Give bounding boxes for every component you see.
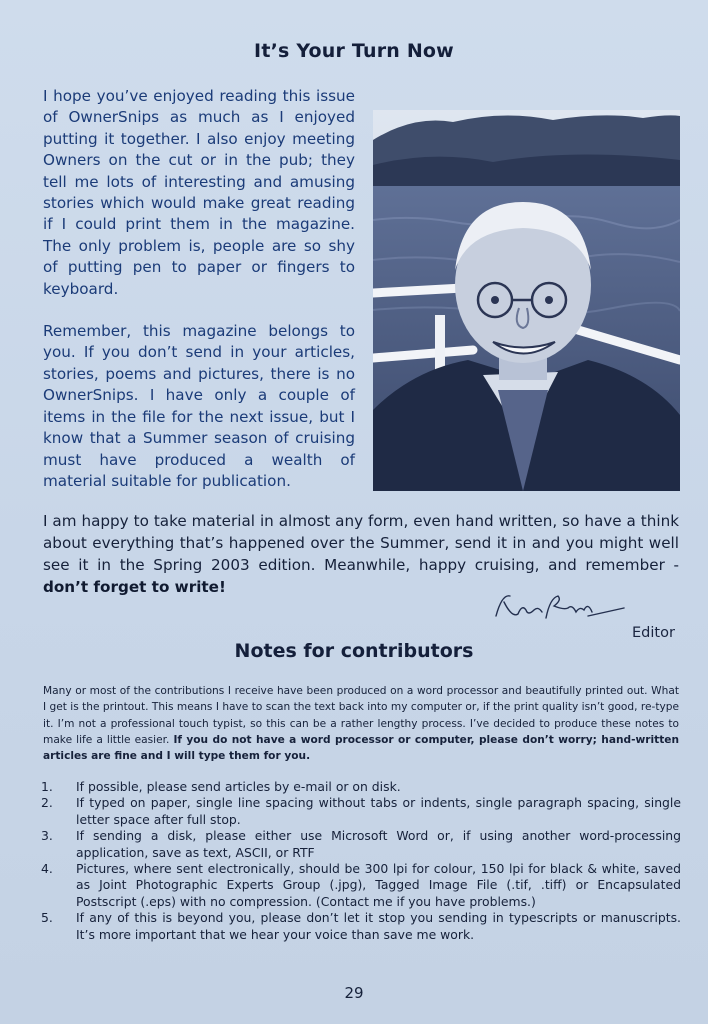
list-item — [41, 795, 681, 828]
page-number: 29 — [344, 984, 364, 1002]
closing-emphasis: don’t forget to write! — [43, 578, 226, 596]
page-title: It’s Your Turn Now — [254, 40, 454, 62]
list-item-number: 1. — [41, 779, 53, 794]
editor-label: Editor — [632, 625, 675, 641]
closing-paragraph — [43, 510, 679, 598]
list-item — [41, 828, 681, 861]
list-item-number: 2. — [41, 795, 53, 811]
list-item — [41, 779, 681, 795]
list-item-text: Pictures, where sent electronically, should be 300 lpi for colour, 150 lpi for black & white, saved as Joint Photographic Experts Group (.jpg), Tagged Image File (.tif, .tiff) or Encapsulated Postscript (.eps) with no compression. (Contact me if you have problems.) — [76, 861, 681, 909]
list-item-number: 5. — [41, 910, 53, 926]
list-item-text: If any of this is beyond you, please don’t let it stop you sending in typescripts or manuscripts. It’s more important that we hear your voice than save me work. — [76, 910, 681, 942]
contributors-heading: Notes for contributors — [234, 640, 474, 662]
contributors-intro-text: Many or most of the contributions I receive have been produced on a word processor and beautifully printed out. What I get is the printout. This means I have to scan the text back into my computer or, if the print quality isn’t good, re-type it. I’m not a professional touch typist, so this can be a rather lengthy process. I’ve decided to produce these notes to make life a little easier. — [43, 685, 679, 746]
list-item-text: If possible, please send articles by e-mail or on disk. — [76, 779, 401, 794]
list-item-number: 3. — [41, 828, 53, 844]
contributors-list — [41, 779, 681, 943]
list-item — [41, 910, 681, 943]
closing-text: I am happy to take material in almost any form, even hand written, so have a think about everything that’s happened over the Summer, send it in and you might well see it in the Spring 2003 edition. Meanwhile, happy cruising, and remember - — [43, 512, 679, 574]
editor-signature — [488, 588, 628, 628]
intro-paragraph-1: I hope you’ve enjoyed reading this issue of OwnerSnips as much as I enjoyed putting it together. I also enjoy meeting Owners on the cut or in the pub; they tell me lots of interesting and amusing stories which would make great reading if I could print them in the magazine. The only problem is, people are so shy of putting pen to paper or fingers to keyboard. — [43, 87, 355, 298]
list-item-text: If sending a disk, please either use Microsoft Word or, if using another word-processing application, save as text, ASCII, or RTF — [76, 828, 681, 860]
list-item-text: If typed on paper, single line spacing without tabs or indents, single paragraph spacing, single letter space after full stop. — [76, 795, 681, 827]
intro-paragraph-2: Remember, this magazine belongs to you. If you don’t send in your articles, stories, poems and pictures, there is no OwnerSnips. I have only a couple of items in the file for the next issue, but I know that a Summer season of cruising must have produced a wealth of material suitable for publication. — [43, 322, 355, 490]
list-item — [41, 861, 681, 910]
editor-photo — [373, 110, 680, 491]
intro-text — [43, 86, 355, 513]
list-item-number: 4. — [41, 861, 53, 877]
contributors-intro-emphasis: If you do not have a word processor or computer, please don’t worry; hand-written articles are fine and I will type them for you. — [43, 733, 679, 763]
contributors-intro — [43, 683, 679, 764]
editor-photo-image — [373, 110, 680, 491]
